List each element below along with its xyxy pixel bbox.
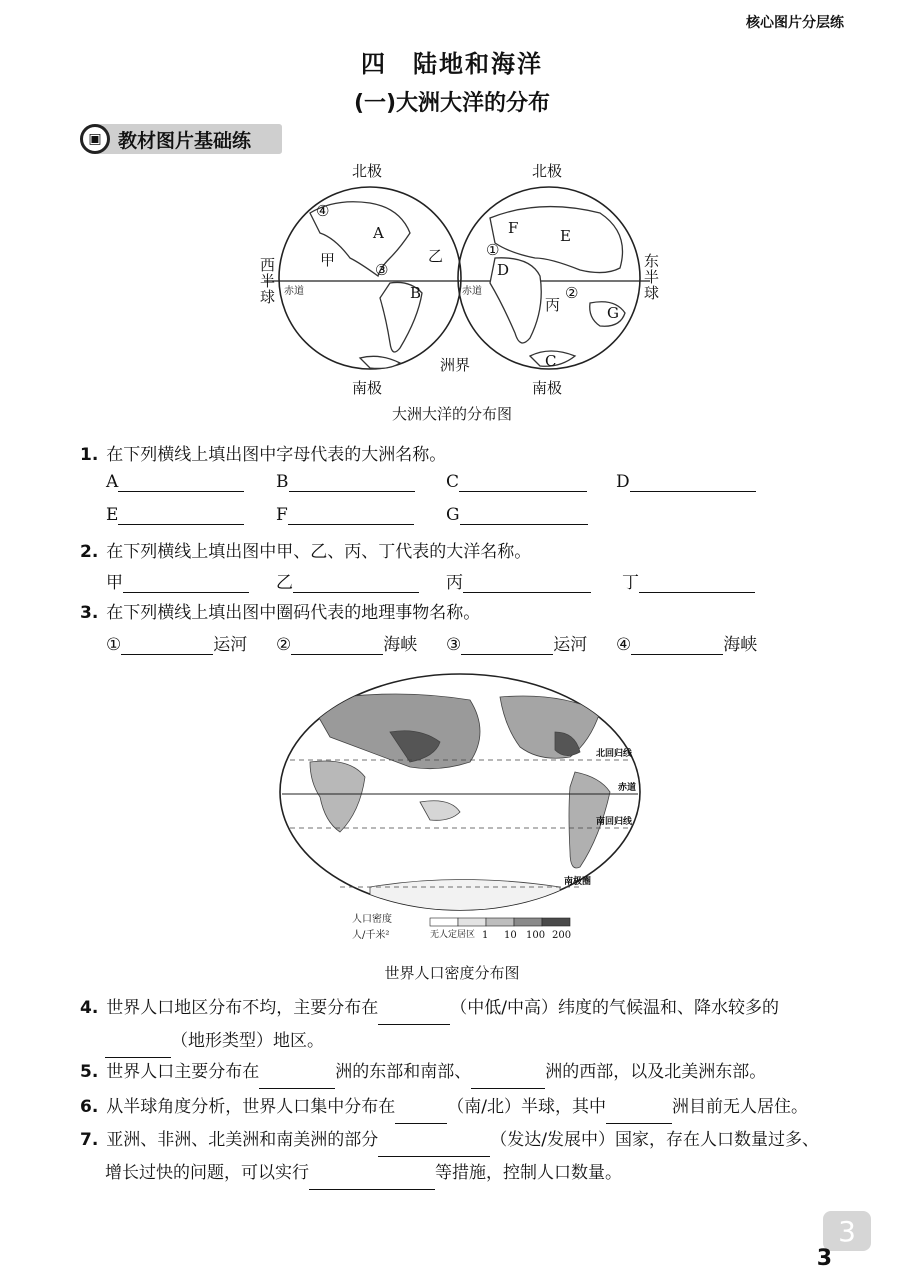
q1-label-C: C bbox=[446, 472, 460, 492]
q5-number: 5. bbox=[80, 1062, 99, 1082]
q1-label-G: G bbox=[446, 505, 460, 525]
answer-blank-canal-3[interactable] bbox=[461, 635, 553, 655]
q5-part1: 世界人口主要分布在 bbox=[106, 1062, 260, 1082]
answer-blank-E[interactable] bbox=[118, 505, 244, 525]
legend-tick-200: 200 bbox=[552, 930, 572, 941]
answer-blank-F[interactable] bbox=[288, 505, 414, 525]
answer-blank-yi[interactable] bbox=[293, 573, 419, 593]
q1-label-F: F bbox=[276, 505, 288, 525]
legend-swatch-2 bbox=[458, 918, 486, 926]
east-hemisphere-char1: 东 bbox=[644, 252, 660, 270]
q3-mark-3: ③ bbox=[446, 635, 462, 655]
answer-blank-q7-country[interactable] bbox=[378, 1139, 490, 1157]
equator-label-map2: 赤道 bbox=[618, 783, 637, 793]
header-tag: 核心图片分层练 bbox=[746, 15, 844, 31]
q5 bbox=[80, 1056, 850, 1089]
east-hemisphere-char3: 球 bbox=[644, 284, 660, 302]
answer-blank-ding[interactable] bbox=[639, 573, 755, 593]
population-density-map bbox=[270, 672, 650, 948]
legend-swatch-1 bbox=[430, 918, 458, 926]
west-hemisphere-char2: 半 bbox=[260, 272, 276, 290]
west-hemisphere-char1: 西 bbox=[260, 256, 276, 274]
continent-label-F: F bbox=[508, 219, 519, 237]
east-hemisphere-char2: 半 bbox=[644, 268, 660, 286]
q5-part3: 洲的西部，以及北美洲东部。 bbox=[545, 1062, 767, 1082]
antarctica-density bbox=[370, 880, 560, 913]
answer-blank-A[interactable] bbox=[118, 472, 244, 492]
q5-part2: 洲的东部和南部、 bbox=[335, 1062, 472, 1082]
q3-suffix-1: 运河 bbox=[213, 635, 248, 655]
q1-row1 bbox=[106, 472, 766, 492]
q3-suffix-3: 运河 bbox=[553, 635, 588, 655]
legend-tick-100: 100 bbox=[526, 930, 546, 941]
answer-blank-bing[interactable] bbox=[463, 573, 591, 593]
hemisphere-map bbox=[240, 158, 670, 398]
answer-blank-G[interactable] bbox=[460, 505, 588, 525]
answer-blank-q5-1[interactable] bbox=[259, 1071, 335, 1089]
legend-tick-1: 1 bbox=[482, 930, 489, 941]
legend-title2: 人/千米² bbox=[352, 930, 390, 941]
chapter-subtitle: (一)大洲大洋的分布 bbox=[353, 91, 551, 116]
answer-blank-D[interactable] bbox=[630, 472, 756, 492]
answer-blank-q4-latitude[interactable] bbox=[378, 1007, 450, 1025]
section-tag bbox=[80, 124, 282, 154]
q7-number: 7. bbox=[80, 1130, 99, 1150]
south-pole-label-east: 南极 bbox=[532, 379, 563, 397]
q3-mark-1: ① bbox=[106, 635, 122, 655]
q1-row2 bbox=[106, 505, 616, 525]
answer-blank-B[interactable] bbox=[289, 472, 415, 492]
circle-mark-2: ② bbox=[565, 284, 579, 302]
q3-text: 在下列横线上填出图中圈码代表的地理事物名称。 bbox=[106, 603, 481, 623]
q7-part4: 等措施，控制人口数量。 bbox=[435, 1163, 622, 1183]
continent-label-E: E bbox=[560, 227, 571, 245]
ocean-label-bing: 丙 bbox=[545, 296, 561, 314]
south-tropic-label: 南回归线 bbox=[596, 817, 633, 827]
q6-part1: 从半球角度分析，世界人口集中分布在 bbox=[106, 1097, 396, 1117]
page-badge: 3 bbox=[823, 1211, 871, 1251]
continent-label-C: C bbox=[545, 352, 557, 370]
circle-mark-3: ③ bbox=[375, 261, 389, 279]
answer-blank-q6-continent[interactable] bbox=[606, 1106, 672, 1124]
map1-caption: 大洲大洋的分布图 bbox=[391, 405, 512, 423]
answer-blank-jia[interactable] bbox=[123, 573, 249, 593]
q3 bbox=[80, 598, 480, 623]
answer-blank-strait-4[interactable] bbox=[631, 635, 723, 655]
q3-mark-4: ④ bbox=[616, 635, 632, 655]
q4-part1: 世界人口地区分布不均，主要分布在 bbox=[106, 998, 379, 1018]
q2 bbox=[80, 537, 531, 562]
q3-row bbox=[106, 630, 776, 655]
legend-swatch-3 bbox=[486, 918, 514, 926]
q4 bbox=[80, 992, 850, 1058]
circle-mark-1: ① bbox=[486, 241, 500, 259]
answer-blank-canal-1[interactable] bbox=[121, 635, 213, 655]
q1-label-E: E bbox=[106, 505, 119, 525]
south-polar-circle-label: 南极圈 bbox=[564, 877, 592, 887]
equator-label-east: 赤道 bbox=[462, 286, 482, 297]
page-number: 3 bbox=[816, 1246, 832, 1271]
ocean-label-yi: 乙 bbox=[428, 247, 444, 265]
legend-tick-10: 10 bbox=[504, 930, 517, 941]
q2-text: 在下列横线上填出图中甲、乙、丙、丁代表的大洋名称。 bbox=[106, 542, 532, 562]
west-hemisphere-char3: 球 bbox=[260, 288, 276, 306]
q1-label-B: B bbox=[276, 472, 289, 492]
q6-part3: 洲目前无人居住。 bbox=[672, 1097, 809, 1117]
q2-label-ding: 丁 bbox=[622, 573, 639, 593]
q7-part3: 增长过快的问题，可以实行 bbox=[105, 1163, 309, 1183]
q3-mark-2: ② bbox=[276, 635, 292, 655]
map2-caption: 世界人口密度分布图 bbox=[384, 964, 520, 982]
section-label: 教材图片基础练 bbox=[118, 129, 252, 152]
answer-blank-q5-2[interactable] bbox=[471, 1071, 545, 1089]
south-pole-label-west: 南极 bbox=[352, 379, 383, 397]
equator-label-west: 赤道 bbox=[284, 286, 304, 297]
q2-label-bing: 丙 bbox=[446, 573, 463, 593]
answer-blank-C[interactable] bbox=[459, 472, 587, 492]
q1-number: 1. bbox=[80, 445, 99, 465]
north-pole-label-east: 北极 bbox=[532, 162, 563, 180]
continent-label-A: A bbox=[373, 224, 384, 242]
q7-part2: （发达/发展中）国家，存在人口数量过多、 bbox=[490, 1130, 820, 1150]
q6 bbox=[80, 1091, 850, 1124]
continent-label-B: B bbox=[410, 284, 422, 302]
legend-swatch-4 bbox=[514, 918, 542, 926]
north-pole-label-west: 北极 bbox=[352, 162, 383, 180]
legend-uninhabited: 无人定居区 bbox=[430, 930, 476, 940]
answer-blank-strait-2[interactable] bbox=[291, 635, 383, 655]
continent-label-G: G bbox=[607, 304, 619, 322]
continent-boundary-label: 洲界 bbox=[440, 356, 471, 374]
antarctica-west-shape bbox=[360, 356, 400, 368]
q7 bbox=[80, 1124, 850, 1190]
circle-mark-4: ④ bbox=[316, 202, 330, 220]
continent-label-D: D bbox=[497, 261, 510, 279]
answer-blank-q7-measure[interactable] bbox=[309, 1172, 435, 1190]
q1-text: 在下列横线上填出图中字母代表的大洲名称。 bbox=[106, 445, 447, 465]
answer-blank-q6-hemisphere[interactable] bbox=[395, 1106, 447, 1124]
north-tropic-label: 北回归线 bbox=[596, 749, 633, 759]
ocean-label-jia: 甲 bbox=[320, 251, 336, 269]
q4-part3: （地形类型）地区。 bbox=[171, 1031, 324, 1051]
q2-number: 2. bbox=[80, 542, 99, 562]
q6-number: 6. bbox=[80, 1097, 99, 1117]
q3-suffix-2: 海峡 bbox=[383, 635, 418, 655]
legend-swatch-5 bbox=[542, 918, 570, 926]
q6-part2: （南/北）半球，其中 bbox=[447, 1097, 607, 1117]
legend-title1: 人口密度 bbox=[352, 914, 392, 925]
q1-label-D: D bbox=[616, 472, 630, 492]
book-icon: ▣ bbox=[80, 124, 110, 154]
q2-label-jia: 甲 bbox=[106, 573, 123, 593]
q7-part1: 亚洲、非洲、北美洲和南美洲的部分 bbox=[106, 1130, 379, 1150]
q4-number: 4. bbox=[80, 998, 99, 1018]
q1-label-A: A bbox=[106, 472, 119, 492]
q2-label-yi: 乙 bbox=[276, 573, 293, 593]
q2-row bbox=[106, 568, 772, 593]
chapter-title: 四 陆地和海洋 bbox=[361, 50, 543, 78]
q3-suffix-4: 海峡 bbox=[723, 635, 758, 655]
q4-part2: （中低/中高）纬度的气候温和、降水较多的 bbox=[450, 998, 780, 1018]
q1 bbox=[80, 440, 446, 465]
q3-number: 3. bbox=[80, 603, 99, 623]
